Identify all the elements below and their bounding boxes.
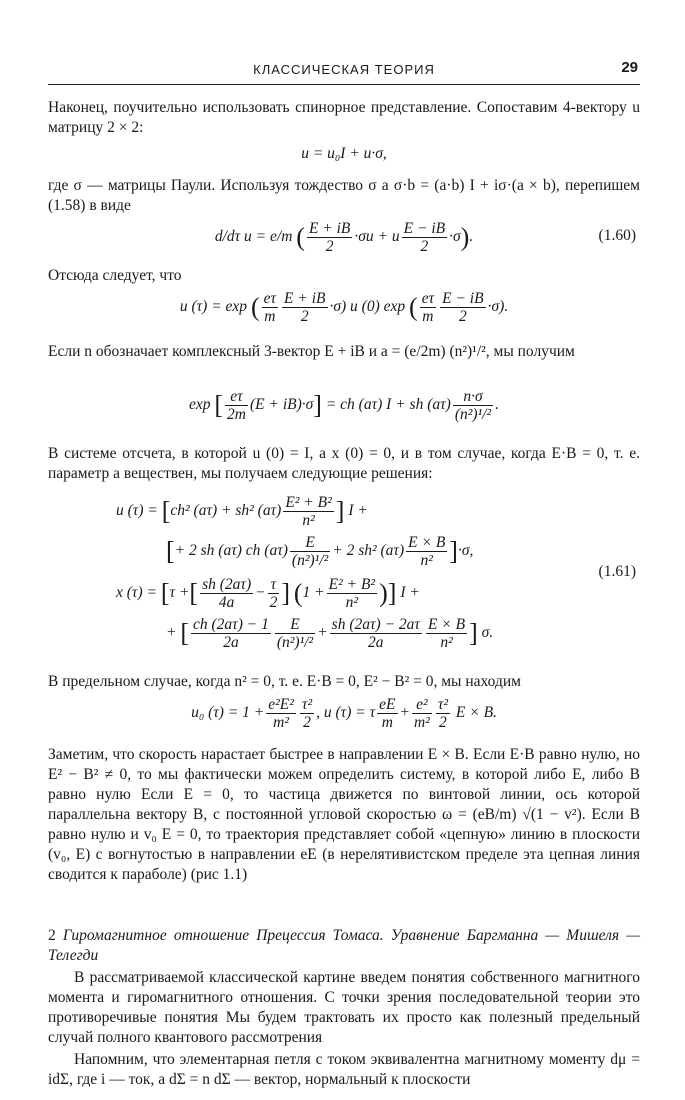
numerator: eτ: [263, 290, 277, 307]
eq-tail: ·σ,: [457, 542, 474, 560]
eq-lhs: d/dτ u = e/m: [214, 228, 293, 246]
fraction: [307, 220, 352, 255]
equation-1-61: [48, 488, 640, 652]
denominator: 2: [300, 308, 309, 325]
fraction: [266, 696, 296, 731]
eq-term: +: [317, 624, 328, 642]
paragraph-reference-frame: [48, 444, 640, 484]
paren-close: ): [460, 222, 470, 252]
fraction: [402, 220, 447, 255]
fraction: [412, 696, 432, 731]
equation-limit: [48, 694, 640, 738]
equation-number: (1.61): [598, 563, 636, 580]
denominator: m: [381, 714, 393, 731]
paragraph-text: Отсюда следует, что: [48, 267, 182, 284]
eq-tail: σ.: [481, 624, 494, 642]
fraction: [330, 616, 422, 651]
eq-term: +: [399, 704, 410, 722]
fraction: [406, 534, 447, 569]
fraction: [290, 534, 330, 569]
fraction: [300, 696, 314, 731]
paren-open: (: [409, 292, 418, 322]
paragraph-gyromagnetic: [48, 968, 640, 1048]
bracket-open: [: [180, 618, 190, 648]
bracket-close: ]: [335, 496, 345, 526]
numerator: sh (2aτ) − 2aτ: [331, 616, 420, 633]
paragraph-text: Наконец, поучительно использовать спинорное представление. Сопоставим 4-вектору u матрицу 2 × 2:: [48, 99, 640, 136]
eq-term: + 2 sh² (aτ): [332, 542, 405, 560]
bracket-open: [: [160, 578, 170, 608]
numerator: τ²: [437, 696, 449, 713]
eq-tail: ·σ: [449, 228, 461, 246]
bracket-open: [: [214, 390, 224, 420]
paragraph-text: В рассматриваемой классической картине введем понятия собственного магнитного момента и гиромагнитного отношения. С точки зрения последовательной теории это противоречивые понятия Мы будем трактовать их просто как полезный предельный случай полного квантового рассмотрения: [48, 969, 640, 1046]
eq-rhs: = ch (aτ) I + sh (aτ): [325, 396, 451, 414]
denominator: 2: [439, 714, 447, 731]
numerator: E + iB: [284, 290, 326, 307]
equation-body: [48, 696, 640, 731]
equation-body: [48, 290, 640, 325]
numerator: E² + B²: [328, 576, 376, 593]
bracket-close: ]: [449, 536, 458, 566]
denominator: (n²)¹/²: [454, 406, 492, 423]
section-heading: [48, 926, 640, 966]
equation-exp: [48, 384, 640, 430]
numerator: sh (2aτ): [202, 576, 252, 593]
section-heading-line: [48, 926, 640, 966]
eq-left: exp: [188, 396, 211, 414]
fraction: [225, 388, 248, 423]
fraction: [268, 576, 280, 611]
paren-open: (: [293, 578, 303, 608]
paragraph-text: Если n обозначает комплексный 3-вектор E + iB и a = (e/2m) (n²)¹/², мы получим: [48, 343, 575, 360]
bracket-open: [: [166, 536, 175, 566]
eq-term: τ +: [169, 584, 190, 602]
bracket-close: ]: [281, 578, 290, 608]
bracket-open: [: [161, 496, 171, 526]
numerator: E − iB: [403, 220, 446, 237]
fraction: [453, 388, 493, 423]
numerator: eE: [379, 696, 396, 713]
numerator: E × B: [408, 534, 446, 551]
denominator: 2a: [368, 634, 384, 651]
denominator: 2: [303, 714, 311, 731]
numerator: E + iB: [308, 220, 351, 237]
paragraph-text: где σ — матрицы Паули. Используя тождество σ a σ·b = (a·b) I + iσ·(a × b), перепишем (1.58) в виде: [48, 177, 640, 214]
bracket-close: ]: [469, 618, 478, 648]
denominator: (n²)¹/²: [291, 552, 329, 569]
numerator: e²E²: [268, 696, 294, 713]
fraction: [327, 576, 377, 611]
paren-open: (: [250, 292, 260, 322]
section-title: Гиромагнитное отношение Прецессия Томаса. Уравнение Баргманна — Мишеля — Телегди: [48, 927, 640, 964]
numerator: n·σ: [453, 388, 493, 406]
paragraph-text: В предельном случае, когда n² = 0, т. е. E·B = 0, E² − B² = 0, мы находим: [48, 673, 521, 690]
denominator: 2: [458, 308, 467, 325]
fraction: [420, 290, 436, 325]
eq-tail: ·σ).: [487, 298, 509, 316]
eq-tail: E × B.: [455, 704, 497, 722]
fraction: [191, 616, 271, 651]
denominator: n²: [302, 512, 315, 529]
eq-left: u (τ) =: [116, 502, 158, 520]
equation-body: exp [ $\frac{e\tau}{2m}$ (E + iB)·σ] = ch (aτ) I + sh (aτ) $\frac{n\cdot\sigma}{\text{(n²)¹/²}}$ .: [188, 388, 500, 423]
running-title: КЛАССИЧЕСКАЯ ТЕОРИЯ: [253, 62, 435, 77]
denominator: (n²)¹/²: [276, 634, 314, 651]
eq-line-3: [116, 576, 420, 611]
fraction: [282, 290, 327, 325]
denominator: n²: [420, 552, 433, 569]
paragraph-velocity: [48, 745, 640, 885]
paragraph-current-loop: [48, 1050, 640, 1090]
equation-1-60: [48, 216, 640, 262]
fraction: [377, 696, 397, 731]
equation-number: (1.60): [598, 227, 636, 244]
fraction: [440, 290, 485, 325]
fraction: [200, 576, 253, 611]
eq-term: ch² (aτ) + sh² (aτ): [170, 502, 282, 520]
denominator: m²: [413, 714, 430, 731]
equation-body: d/dτ u = e/m ( $\frac{E + iB}{2}$ ·σu + u $\frac{E - iB}{2}$ ·σ).: [214, 220, 474, 255]
numerator: E × B: [427, 616, 466, 633]
equation-u-matrix: [48, 134, 640, 174]
paragraph-spinor: [48, 98, 640, 138]
eq-left: x (τ) =: [116, 584, 157, 602]
fraction: [426, 616, 467, 651]
numerator: E² + B²: [285, 494, 332, 511]
eq-term: 1 +: [302, 584, 325, 602]
numerator: τ: [268, 576, 280, 594]
eq-term: u₀ (τ) = 1 +: [191, 704, 265, 722]
numerator: eτ: [225, 388, 248, 406]
paragraph-text: Напомним, что элементарная петля с током эквивалентна магнитному моменту dμ = idΣ, где i — ток, а dΣ = n dΣ — вектор, нормальный к плоскости: [48, 1051, 640, 1088]
eq-line-1: [116, 494, 368, 529]
paragraph-limit-case: [48, 672, 640, 692]
paragraph-pauli: [48, 176, 640, 216]
numerator: e²: [412, 696, 432, 714]
eq-tail: I +: [348, 502, 368, 520]
denominator: 4a: [218, 594, 235, 611]
eq-mid: ·σ) u (0) exp: [329, 298, 406, 316]
fraction: [436, 696, 450, 731]
equation-text: u = u₀I + u·σ,: [301, 145, 387, 162]
paren-open: (: [296, 222, 305, 252]
paren-close: ): [379, 578, 388, 608]
eq-term: + 2 sh (aτ) ch (aτ): [174, 542, 288, 560]
denominator: 2: [325, 238, 334, 255]
denominator: n²: [440, 634, 453, 651]
paragraph-complex-vector: [48, 342, 640, 362]
numerator: E − iB: [442, 290, 484, 307]
paragraph-text: В системе отсчета, в которой u (0) = I, а x (0) = 0, и в том случае, когда E·B = 0, т. е. параметр a веществен, мы получаем следующие решения:: [48, 445, 640, 482]
fraction: [262, 290, 278, 325]
section-number: 2: [48, 927, 56, 944]
eq-term: , u (τ) = τ: [316, 704, 376, 722]
eq-term: −: [255, 584, 266, 602]
eq-tail: I +: [400, 584, 420, 602]
eq-line-4: + [ $\frac{ch (2a\tau) - 1}{2a}$ $\frac{E}{\text{(n²)¹/²}}$ + $\frac{sh (2a\tau) - 2a\tau}{2a}$ $\frac{E \times B}{\text{n²}}$ ] σ.: [166, 616, 494, 651]
numerator: eτ: [421, 290, 435, 307]
bracket-close: ]: [313, 390, 322, 420]
page-number: 29: [621, 59, 638, 76]
numerator: E: [275, 616, 315, 634]
fraction: [275, 616, 315, 651]
page-header: [48, 58, 640, 85]
eq-mid: (E + iB)·σ: [249, 396, 314, 414]
eq-mid: ·σu + u: [354, 228, 400, 246]
denominator: 2: [269, 594, 278, 611]
numerator: ch (2aτ) − 1: [193, 616, 269, 633]
denominator: 2m: [227, 406, 246, 423]
paragraph-follows: [48, 266, 640, 286]
eq-line-2: [166, 534, 473, 569]
bracket-open: [: [189, 578, 199, 608]
denominator: m: [422, 308, 434, 325]
denominator: 2: [420, 238, 429, 255]
paragraph-text: Заметим, что скорость нарастает быстрее в направлении E × B. Если E·B равно нулю, но E² − B² ≠ 0, то мы фактически можем определить систему, в которой либо E, либо B равно нулю Если E = 0, то частица движется по винтовой линии, ось которой параллельна вектору B, с постоянной угловой скоростью ω = (eB/m) √(1 − v²). Если B равно нулю и v₀ E = 0, то траектория представляет собой «цепную» линию в плоскости (v₀, E) с вогнутостью в направлении eE (в нерелятивистском пределе эта цепная линия сводится к параболе) (рис 1.1): [48, 746, 640, 883]
numerator: τ²: [301, 696, 313, 713]
bracket-close: ]: [387, 578, 397, 608]
denominator: m²: [273, 714, 290, 731]
equation-solution: [48, 286, 640, 332]
eq-left: u (τ) = exp: [179, 298, 248, 316]
fraction: [283, 494, 333, 529]
denominator: n²: [345, 594, 359, 611]
denominator: 2a: [223, 634, 239, 651]
denominator: m: [264, 308, 276, 325]
numerator: E: [290, 534, 330, 552]
